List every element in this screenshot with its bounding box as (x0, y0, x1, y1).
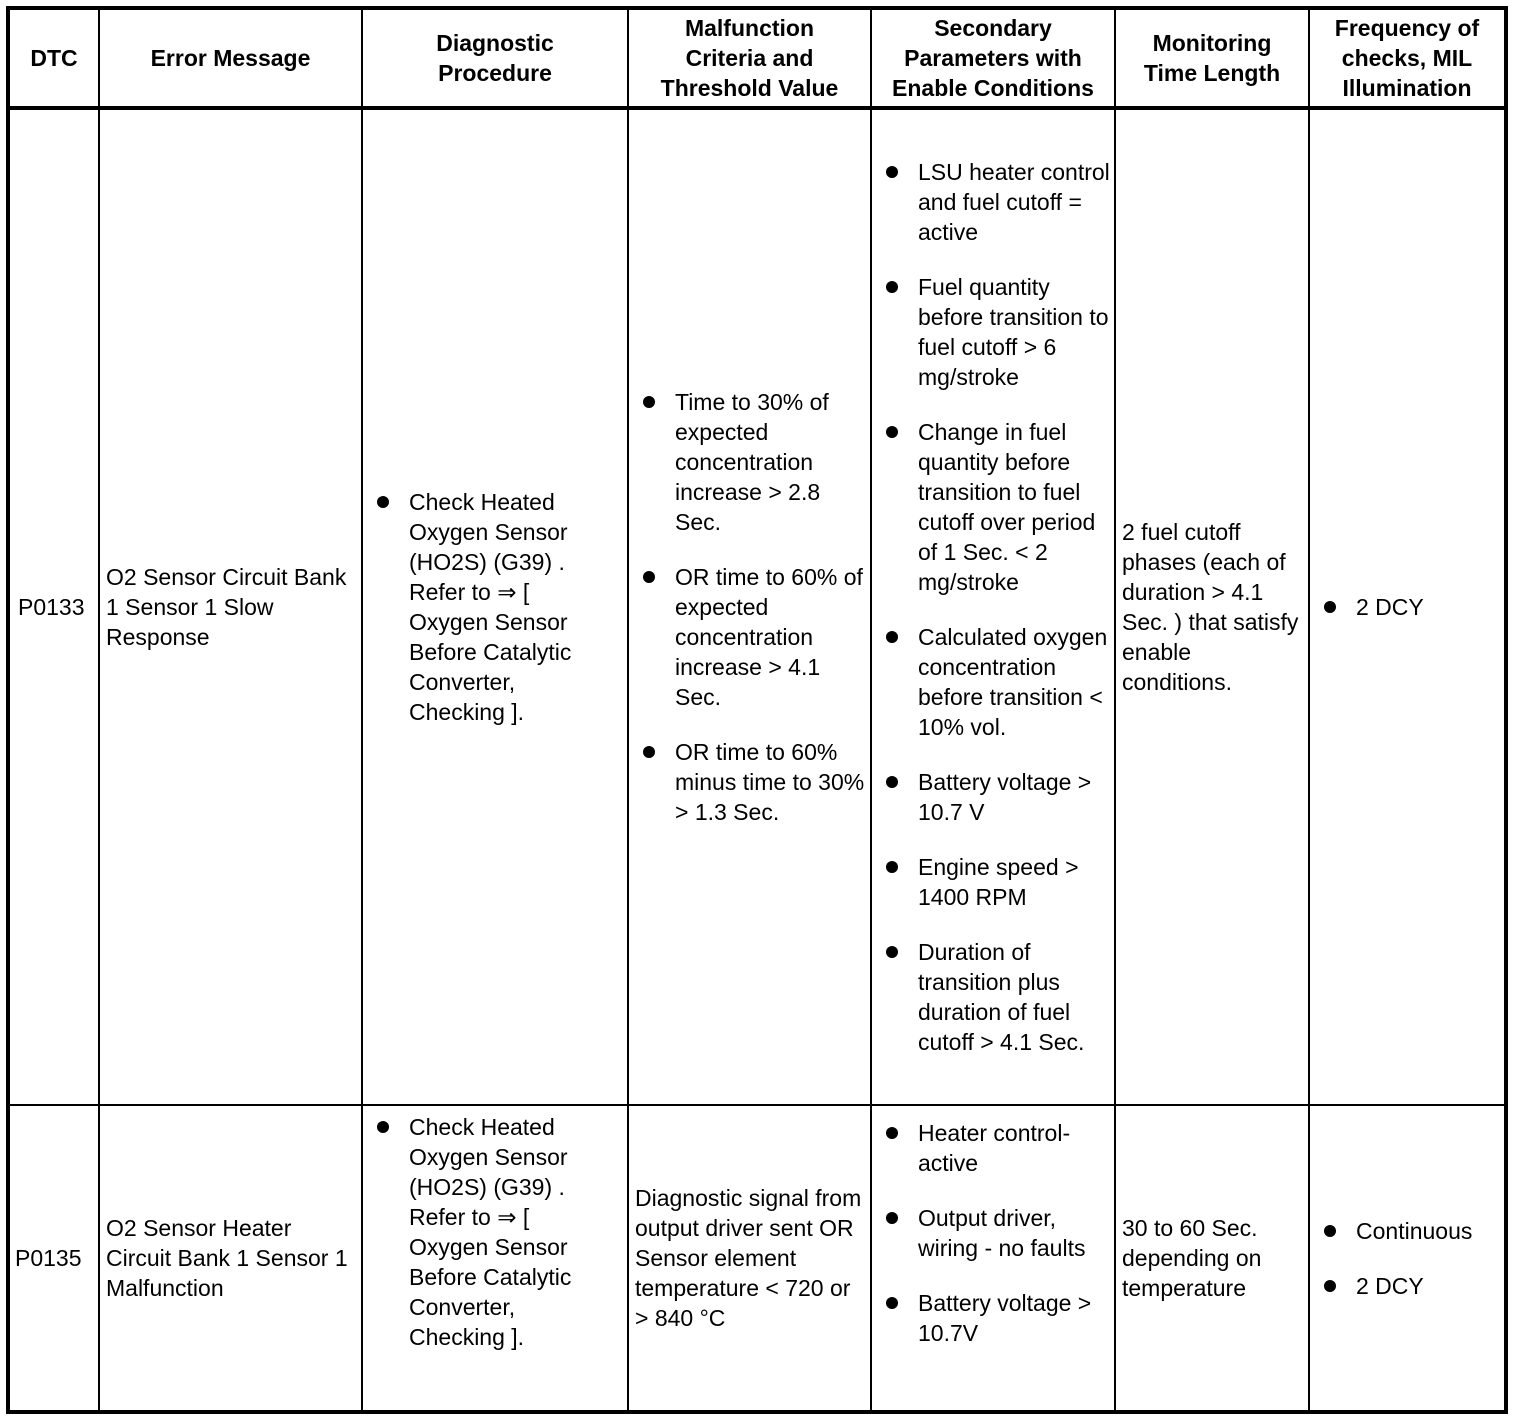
frequency-text: 2 DCY (1356, 1272, 1424, 1299)
bullet-icon (886, 281, 898, 293)
bullet-icon (886, 631, 898, 643)
bullet-icon (377, 1121, 389, 1133)
bullet-item (872, 1203, 1114, 1263)
error-message-text: O2 Sensor Circuit Bank 1 Sensor 1 Slow Response (106, 564, 347, 650)
bullet-icon (886, 426, 898, 438)
header-line: Time Length (1143, 60, 1281, 86)
header-line: Enable Conditions (892, 75, 1094, 101)
bullet-item (872, 1288, 1114, 1348)
header-dtc-label: DTC (30, 45, 78, 71)
bullet-icon (886, 1212, 898, 1224)
header-line: Threshold Value (660, 75, 839, 101)
row-2-dtc (10, 1106, 98, 1410)
bullet-icon (643, 746, 655, 758)
parameter-text: Fuel quantity before transition to fuel cutoff > 6 mg/stroke (918, 274, 1109, 390)
header-dtc (10, 10, 98, 106)
bullet-item (629, 737, 866, 827)
header-error-message (100, 10, 361, 106)
header-line: Diagnostic (436, 30, 554, 56)
bullet-icon (1324, 1225, 1336, 1237)
criteria-text: Diagnostic signal from output driver sent OR Sensor element temperature < 720 or > 840 °C (635, 1185, 862, 1331)
parameter-text: LSU heater control and fuel cutoff = active (918, 159, 1110, 245)
row-1-error-message (100, 110, 361, 1104)
dtc-code: P0133 (18, 594, 85, 620)
frequency-text: Continuous (1356, 1217, 1473, 1244)
header-line: Malfunction (684, 15, 815, 41)
row-2-secondary-parameters (872, 1106, 1114, 1410)
row-2-frequency (1310, 1106, 1504, 1410)
bullet-icon (377, 496, 389, 508)
parameter-text: Change in fuel quantity before transition to fuel cutoff over period of 1 Sec. < 2 mg/stroke (918, 419, 1096, 595)
header-line: Secondary (934, 15, 1052, 41)
parameter-text: Battery voltage > 10.7V (918, 1290, 1092, 1346)
bullet-icon (886, 1127, 898, 1139)
row-1-malfunction-criteria (629, 110, 870, 1104)
bullet-item (629, 387, 866, 537)
bullet-item (872, 622, 1114, 742)
row-1-diagnostic-procedure (363, 110, 627, 1104)
bullet-item (1310, 1271, 1504, 1301)
monitoring-text: 30 to 60 Sec. depending on temperature (1122, 1215, 1262, 1301)
bullet-item (872, 272, 1114, 392)
row-2-malfunction-criteria (629, 1106, 870, 1410)
bullet-icon (643, 571, 655, 583)
row-1-monitoring-time (1116, 110, 1308, 1104)
error-message-text: O2 Sensor Heater Circuit Bank 1 Sensor 1 Malfunction (106, 1215, 348, 1301)
criteria-text: OR time to 60% of expected concentration increase > 4.1 Sec. (675, 564, 863, 710)
header-secondary-parameters (872, 10, 1114, 106)
bullet-item (872, 767, 1114, 827)
bullet-item (363, 1112, 613, 1352)
row-1-frequency (1310, 110, 1504, 1104)
header-diagnostic-procedure (363, 10, 627, 106)
criteria-text: Time to 30% of expected concentration increase > 2.8 Sec. (675, 389, 829, 535)
header-monitoring-time (1116, 10, 1308, 106)
row-2-error-message (100, 1106, 361, 1410)
header-line: Monitoring (1152, 30, 1272, 56)
bullet-item (872, 157, 1114, 247)
dtc-table (6, 6, 1508, 1414)
bullet-item (872, 1118, 1114, 1178)
criteria-text: OR time to 60% minus time to 30% > 1.3 Sec. (675, 739, 865, 825)
bullet-icon (886, 946, 898, 958)
bullet-icon (643, 396, 655, 408)
bullet-icon (886, 861, 898, 873)
header-line: Procedure (438, 60, 552, 86)
parameter-text: Duration of transition plus duration of fuel cutoff > 4.1 Sec. (918, 939, 1085, 1055)
bullet-item (872, 937, 1114, 1057)
row-1-dtc (10, 110, 98, 1104)
header-frequency (1310, 10, 1504, 106)
frequency-text: 2 DCY (1356, 594, 1424, 620)
row-1-secondary-parameters (872, 110, 1114, 1104)
header-line: checks, MIL (1341, 45, 1473, 71)
parameter-text: Battery voltage > 10.7 V (918, 769, 1092, 825)
bullet-item (1310, 592, 1504, 622)
bullet-icon (1324, 601, 1336, 613)
parameter-text: Output driver, wiring - no faults (918, 1205, 1086, 1261)
row-2-diagnostic-procedure (363, 1106, 627, 1410)
bullet-item (872, 417, 1114, 597)
procedure-text: Check Heated Oxygen Sensor (HO2S) (G39) . Refer to ⇒ [ Oxygen Sensor Before Catalytic Converter, Checking ]. (409, 1114, 572, 1350)
bullet-icon (886, 776, 898, 788)
bullet-icon (886, 1297, 898, 1309)
header-malfunction-criteria (629, 10, 870, 106)
parameter-text: Calculated oxygen concentration before transition < 10% vol. (918, 624, 1108, 740)
bullet-item (363, 487, 613, 727)
header-line: Illumination (1342, 75, 1472, 101)
header-line: Criteria and (685, 45, 814, 71)
parameter-text: Heater control-active (918, 1120, 1071, 1176)
bullet-icon (1324, 1280, 1336, 1292)
parameter-text: Engine speed > 1400 RPM (918, 854, 1079, 910)
row-2-monitoring-time (1116, 1106, 1308, 1410)
procedure-text: Check Heated Oxygen Sensor (HO2S) (G39) . Refer to ⇒ [ Oxygen Sensor Before Catalytic Converter, Checking ]. (409, 489, 572, 725)
header-error-message-label: Error Message (150, 45, 311, 71)
bullet-item (1310, 1216, 1504, 1246)
monitoring-text: 2 fuel cutoff phases (each of duration > 4.1 Sec. ) that satisfy enable conditions. (1122, 519, 1299, 695)
bullet-icon (886, 166, 898, 178)
bullet-item (872, 852, 1114, 912)
bullet-item (629, 562, 866, 712)
header-line: Parameters with (904, 45, 1082, 71)
dtc-code: P0135 (15, 1245, 82, 1271)
header-line: Frequency of (1334, 15, 1480, 41)
